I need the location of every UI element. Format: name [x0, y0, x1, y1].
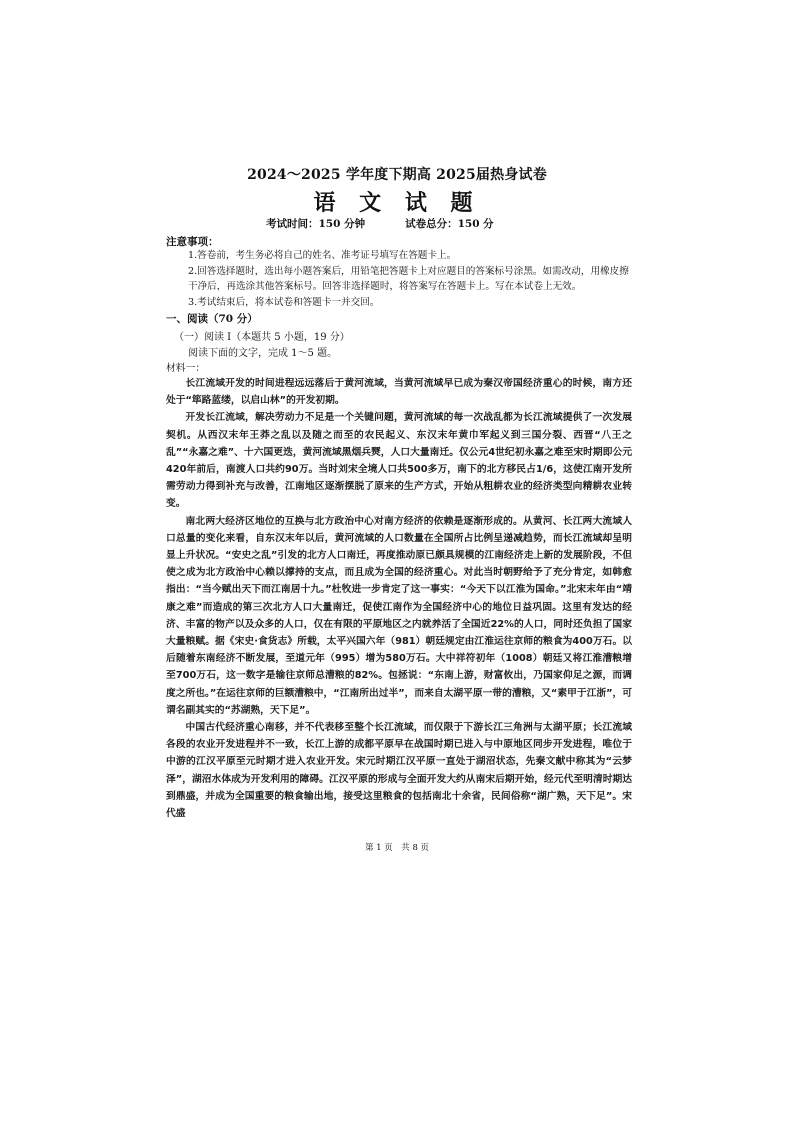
notice-heading: 注意事项：: [166, 236, 219, 248]
notice-item: 3.考试结束后，将本试卷和答题卡一并交回。: [188, 296, 380, 308]
notice-item: 1.答卷前，考生务必将自己的姓名、准考证号填写在答题卡上。: [188, 250, 457, 261]
passage-paragraph: 长江流域开发的时间进程远远落后于黄河流域，当黄河流域早已成为秦汉帝国经济重心的时候，南方还处于“筚路蓝缕，以启山林”的开发初期。: [166, 378, 632, 407]
passage-paragraph: 开发长江流域，解决劳动力不足是一个关键问题，黄河流域的每一次战乱都为长江流域提供了一次发展契机。从西汉末年王莽之乱以及随之而至的农民起义、东汉末年黄巾军起义到三国分裂、西晋“八王之乱”“永嘉之难”、十六国更迭，黄河流域黑烟兵燹，人口大量南迁。仅公元4世纪初永嘉之难至宋时期即公元420年前后，南渡人口共约90万。当时刘宋全境人口共500多万，南下的北方移民占1/6，这使江南开发所需劳动力得到补充与改善，江南地区逐渐摆脱了原来的生产方式，开始从粗耕农业的经济类型向精耕农业转变。: [166, 412, 632, 510]
page-footer: 第 1 页 共 8 页: [364, 843, 430, 853]
passage-paragraph: 南北两大经济区地位的互换与北方政治中心对南方经济的依赖是逐渐形成的。从黄河、长江两大流域人口总量的变化来看，自东汉末年以后，黄河流域的人口数量在全国所占比例呈递减趋势，而长江流域却呈明显上升状况。“安史之乱”引发的北方人口南迁，再度推动原已颇具规模的江南经济走上新的发展阶段，不但使之成为北方政治中心赖以撑持的支点，而且成为全国的经济重心。对此当时朝野给予了充分肯定，如韩愈指出：“当今赋出天下而江南居十九。”杜牧进一步肯定了这一事实：“今天下以江淮为国命。”北宋末年由“靖康之难”而造成的第三次北方人口大量南迁，促使江南作为全国经济中心的地位日益巩固。这里有发达的经济、丰富的物产以及众多的人口，仅在有限的平原地区之内就养活了全国近22%的人口，同时还负担了国家大量粮赋。据《宋史·食货志》所载，太平兴国六年（981）朝廷规定由江淮运往京师的粮食为400万石。以后随着东南经济不断发展，至道元年（995）增为580万石。大中祥符初年（1008）朝廷又将江淮漕粮增至700万石，这一数字是输往京师总漕粮的82%。包拯说：“东南上游，财富攸出，乃国家仰足之源，而调度之所也。”在运往京师的巨额漕粮中，“江南所出过半”，而来自太湖平原一带的漕粮，又“素甲于江浙”，可谓名副其实的“苏湖熟，天下足”。: [166, 515, 632, 716]
exam-title: 2024～2025 学年度下期高 2025届热身试卷: [247, 167, 547, 183]
exam-total-score: 试卷总分：150 分: [405, 218, 494, 230]
passage-paragraph: 中国古代经济重心南移，并不代表移至整个长江流域，而仅限于下游长江三角洲与太湖平原；长江流域各段的农业开发进程并不一致，长江上游的成都平原早在战国时期已进入与中原地区同步开发进程，唯位于中游的江汉平原至元时期才进入农业开发。宋元时期江汉平原一直处于湖沼状态，先秦文献中称其为“云梦泽”，湖沼水体成为开发利用的障碍。江汉平原的形成与全面开发大约从南宋后期开始，经元代至明清时期达到鼎盛，并成为全国重要的粮食输出地，接受这里粮食的包括南北十余省，民间俗称“湖广熟，天下足”。宋代盛: [166, 722, 632, 820]
notice-item: 2.回答选择题时，选出每小题答案后，用铅笔把答题卡上对应题目的答案标号涂黑。如需改动，用橡皮擦干净后，再选涂其他答案标号。回答非选择题时，将答案写在答题卡上。写在本试卷上无效。: [188, 265, 629, 292]
notice-list: [188, 248, 634, 310]
material-label: 材料一：: [166, 363, 206, 374]
exam-info: [266, 216, 494, 231]
reading-instruction: 阅读下面的文字，完成 1～5 题。: [188, 348, 338, 359]
exam-time: 考试时间：150 分钟: [266, 218, 366, 230]
subsection-title: （一）阅读 I（本题共 5 小题，19 分）: [174, 332, 350, 343]
passage-body: [166, 375, 632, 822]
section-title: 一、阅读（70 分）: [166, 313, 258, 325]
subject-title: 语 文 试 题: [313, 190, 481, 216]
